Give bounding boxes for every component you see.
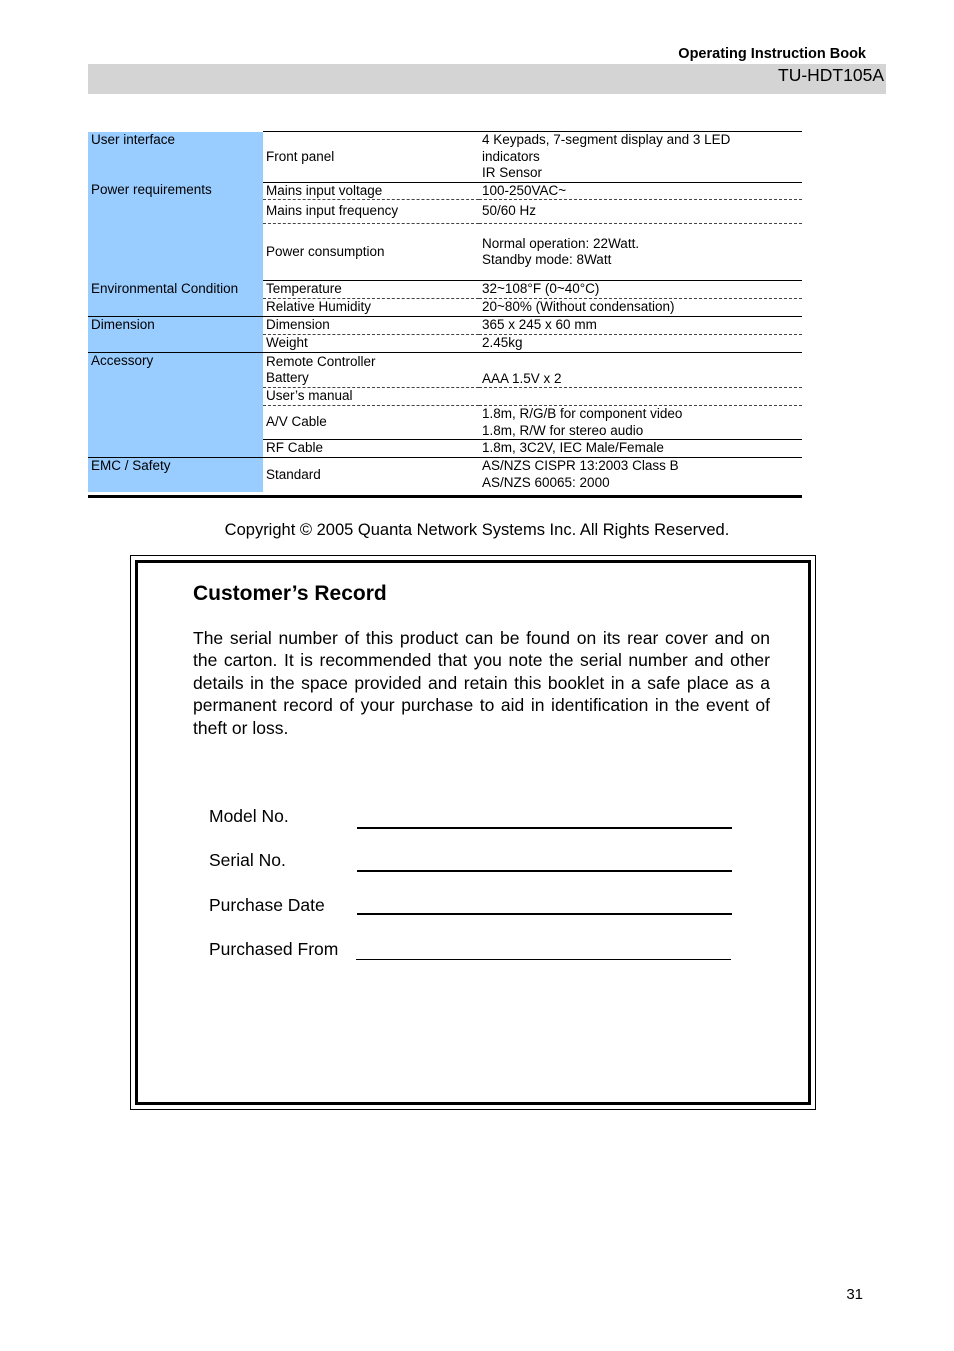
spec-value-line: 1.8m, R/G/B for component video	[482, 406, 683, 421]
spec-value-line: IR Sensor	[482, 165, 543, 180]
spec-value: 50/60 Hz	[479, 200, 802, 224]
spec-item-line: Remote Controller	[266, 353, 376, 369]
spec-value	[479, 388, 802, 406]
spec-value	[479, 458, 802, 492]
spec-item	[263, 353, 479, 388]
spec-category: User interface	[88, 132, 263, 183]
table-bottom-rule	[88, 495, 802, 498]
spec-item: Power consumption	[263, 224, 479, 281]
spec-item: Temperature	[263, 281, 479, 299]
spec-value-line: Normal operation: 22Watt.	[482, 235, 640, 251]
spec-value-line: Standby mode: 8Watt	[482, 252, 612, 267]
field-line-purchase-date[interactable]	[357, 891, 732, 915]
spec-value	[479, 224, 802, 281]
spec-item: Mains input frequency	[263, 200, 479, 224]
field-line-serial[interactable]	[357, 848, 732, 872]
spec-value: 365 x 245 x 60 mm	[479, 317, 802, 335]
spec-value: 1.8m, 3C2V, IEC Male/Female	[479, 440, 802, 458]
field-label-purchased-from: Purchased From	[209, 939, 339, 959]
spec-value-line: AS/NZS 60065: 2000	[482, 474, 610, 490]
record-title: Customer’s Record	[193, 582, 387, 605]
spec-item: Weight	[263, 335, 479, 353]
spec-value-line: AS/NZS CISPR 13:2003 Class B	[482, 458, 679, 474]
record-description: The serial number of this product can be found on its rear cover and on the carton. It is recommended that you note the serial number and other details in the space provided and retain this booklet in a safe place as a permanent record of your purchase to aid in identification in the event of theft or loss.	[193, 628, 770, 738]
spec-category: EMC / Safety	[88, 458, 263, 492]
customer-record-box	[130, 555, 816, 1110]
spec-item: Mains input voltage	[263, 182, 479, 200]
model-name: TU-HDT105A	[778, 65, 884, 85]
book-title: Operating Instruction Book	[678, 46, 866, 62]
spec-value	[479, 406, 802, 440]
spec-item: A/V Cable	[263, 406, 479, 440]
spec-category: Environmental Condition	[88, 281, 263, 317]
spec-value: AAA 1.5V x 2	[479, 353, 802, 388]
spec-item: User’s manual	[263, 388, 479, 406]
spec-value-line: 1.8m, R/W for stereo audio	[482, 422, 644, 438]
spec-item: RF Cable	[263, 440, 479, 458]
spec-value-line: 4 Keypads, 7-segment display and 3 LED	[482, 132, 731, 147]
field-line-model[interactable]	[357, 805, 732, 829]
customer-record-inner	[135, 560, 811, 1105]
spec-value: 20~80% (Without condensation)	[479, 299, 802, 317]
spec-category: Accessory	[88, 353, 263, 458]
spec-value	[479, 132, 802, 183]
field-label-purchase-date: Purchase Date	[209, 895, 325, 915]
spec-item: Relative Humidity	[263, 299, 479, 317]
spec-value-line: indicators	[482, 148, 540, 164]
page-number: 31	[846, 1286, 863, 1303]
field-label-serial: Serial No.	[209, 850, 286, 870]
spec-item: Front panel	[263, 132, 479, 183]
header-bar	[88, 64, 886, 94]
spec-item-line: Battery	[266, 370, 309, 385]
spec-item: Standard	[263, 458, 479, 492]
spec-category: Dimension	[88, 317, 263, 353]
spec-item: Dimension	[263, 317, 479, 335]
spec-category: Power requirements	[88, 182, 263, 281]
spec-value: 100-250VAC~	[479, 182, 802, 200]
copyright-notice: Copyright © 2005 Quanta Network Systems Inc. All Rights Reserved.	[224, 521, 730, 539]
spec-value: 2.45kg	[479, 335, 802, 353]
field-label-model: Model No.	[209, 806, 289, 826]
spec-value: 32~108°F (0~40°C)	[479, 281, 802, 299]
specification-table	[88, 131, 802, 498]
field-line-purchased-from[interactable]	[356, 938, 731, 960]
